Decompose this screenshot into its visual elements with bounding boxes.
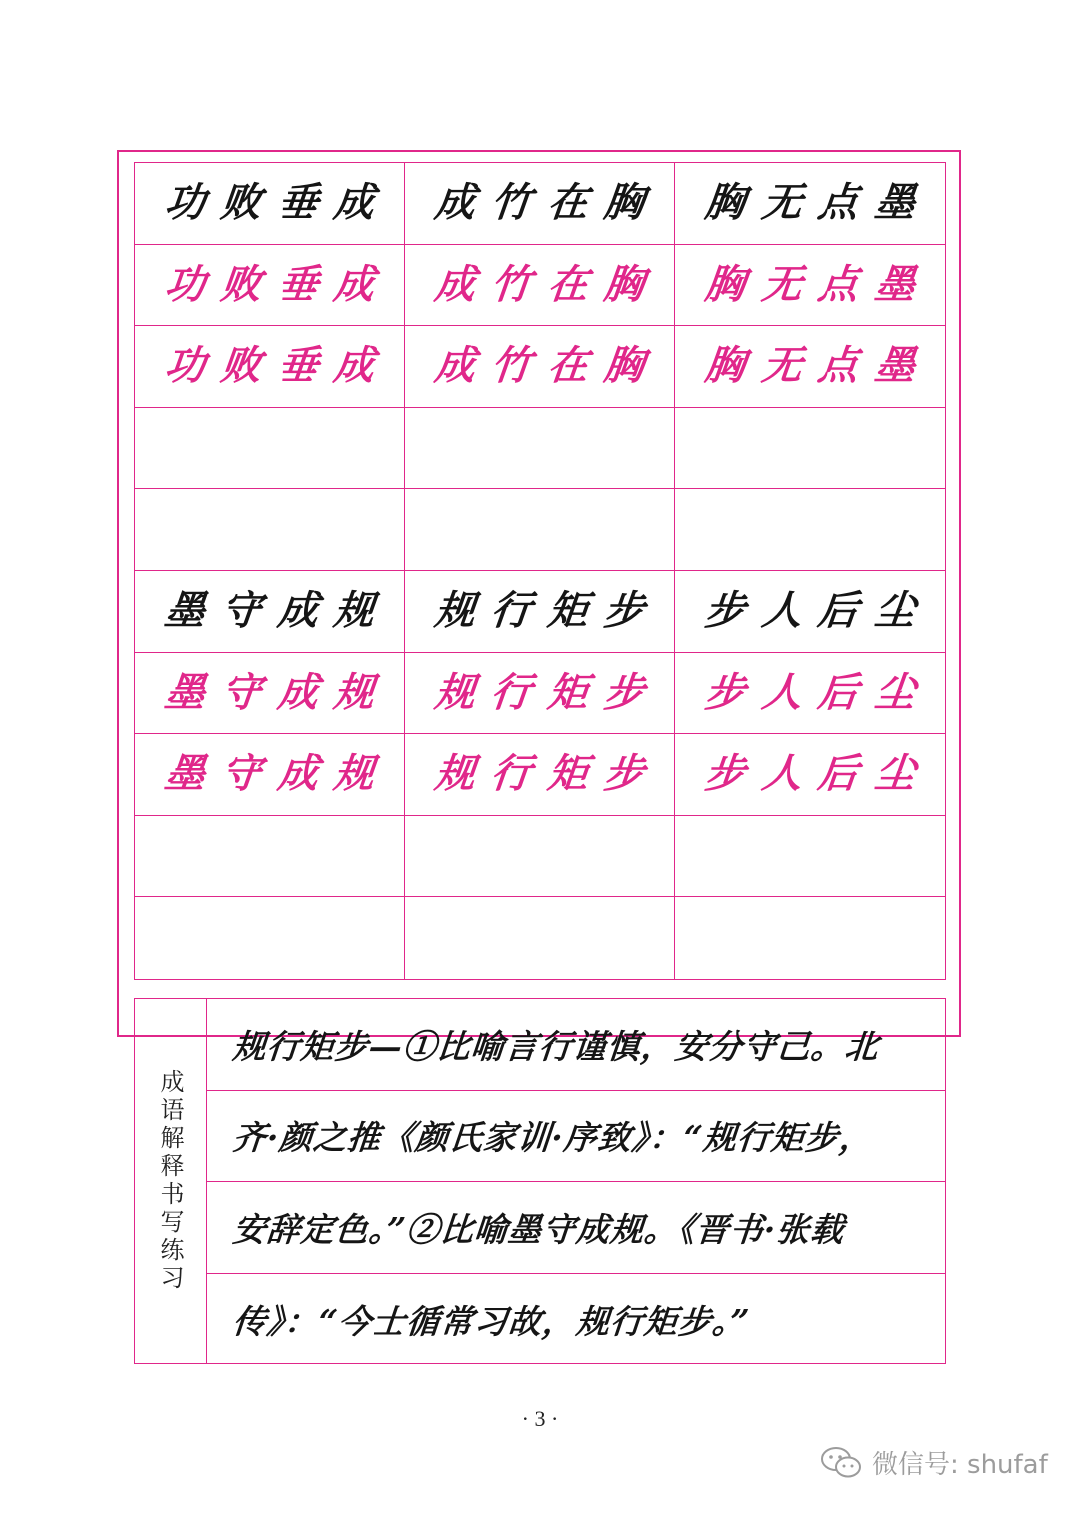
grid-cell (675, 408, 945, 490)
idiom-character: 竹 (488, 179, 534, 227)
idiom-character: 后 (815, 668, 861, 716)
idiom-character: 规 (332, 668, 377, 716)
idiom-character: 无 (759, 342, 805, 390)
idiom-characters (432, 342, 647, 390)
idiom-character: 步 (702, 750, 748, 798)
idiom-character: 步 (602, 587, 647, 635)
idiom-character: 点 (815, 179, 861, 227)
grid-cell (675, 571, 945, 653)
explanation-label (135, 999, 207, 1363)
idiom-characters (162, 260, 377, 308)
idiom-character: 垂 (275, 342, 321, 390)
grid-cell (405, 408, 675, 490)
idiom-characters (702, 179, 918, 227)
grid-cell (675, 734, 945, 816)
grid-cell (135, 163, 405, 245)
idiom-character: 规 (432, 668, 478, 716)
idiom-characters (162, 179, 377, 227)
grid-cell (675, 816, 945, 898)
idiom-character: 规 (432, 587, 478, 635)
explanation-line (207, 999, 945, 1091)
idiom-character: 功 (162, 342, 208, 390)
idiom-character: 规 (332, 750, 377, 798)
idiom-character: 功 (162, 179, 208, 227)
idiom-character: 成 (332, 260, 377, 308)
idiom-characters (702, 260, 918, 308)
idiom-character: 成 (332, 179, 377, 227)
idiom-character: 竹 (488, 342, 534, 390)
grid-cell (675, 897, 945, 979)
idiom-character: 步 (702, 668, 748, 716)
idiom-character: 墨 (872, 260, 918, 308)
grid-cell (135, 653, 405, 735)
idiom-character: 人 (759, 668, 805, 716)
idiom-character: 胸 (702, 342, 748, 390)
idiom-characters (432, 750, 647, 798)
idiom-character: 成 (275, 750, 321, 798)
explanation-line-text: 齐·颜之推《颜氏家训·序致》：“规行矩步， (231, 1118, 875, 1158)
watermark-text: 微信号: shufaf (872, 1450, 1048, 1480)
grid-cell (135, 897, 405, 979)
idiom-character: 无 (759, 179, 805, 227)
idiom-characters (702, 750, 918, 798)
idiom-character: 功 (162, 260, 208, 308)
idiom-character: 成 (332, 342, 377, 390)
idiom-character: 守 (218, 587, 264, 635)
idiom-character: 成 (432, 342, 478, 390)
grid-cell (405, 816, 675, 898)
idiom-character: 后 (815, 750, 861, 798)
idiom-character: 败 (218, 179, 264, 227)
idiom-character: 人 (759, 750, 805, 798)
grid-cell (135, 489, 405, 571)
idiom-explanation-box (134, 998, 946, 1364)
idiom-character: 墨 (872, 179, 918, 227)
grid-cell (405, 245, 675, 327)
idiom-character: 胸 (602, 260, 647, 308)
grid-cell (135, 245, 405, 327)
idiom-character: 胸 (602, 342, 647, 390)
idiom-character: 尘 (872, 668, 918, 716)
idiom-character: 竹 (488, 260, 534, 308)
grid-cell (675, 245, 945, 327)
grid-cell (675, 653, 945, 735)
grid-cell (405, 489, 675, 571)
idiom-characters (432, 587, 647, 635)
explanation-line (207, 1091, 945, 1183)
idiom-character: 墨 (162, 587, 208, 635)
idiom-character: 人 (759, 587, 805, 635)
grid-cell (135, 816, 405, 898)
explanation-line (207, 1274, 945, 1366)
idiom-character: 墨 (162, 750, 208, 798)
grid-cell (405, 653, 675, 735)
grid-cell (135, 326, 405, 408)
idiom-characters (162, 750, 377, 798)
idiom-character: 尘 (872, 750, 918, 798)
idiom-character: 行 (488, 668, 534, 716)
idiom-character: 墨 (162, 668, 208, 716)
idiom-character: 无 (759, 260, 805, 308)
idiom-characters (432, 179, 647, 227)
idiom-character: 成 (275, 668, 321, 716)
idiom-character: 垂 (275, 260, 321, 308)
idiom-character: 规 (332, 587, 377, 635)
idiom-character: 成 (432, 260, 478, 308)
explanation-line (207, 1182, 945, 1274)
idiom-character: 胸 (602, 179, 647, 227)
grid-cell (405, 571, 675, 653)
idiom-character: 胸 (702, 260, 748, 308)
grid-cell (675, 163, 945, 245)
idiom-character: 在 (545, 342, 591, 390)
idiom-characters (702, 668, 918, 716)
explanation-label-text: 成语解释书写练习 (156, 1069, 184, 1293)
idiom-character: 步 (602, 668, 647, 716)
grid-cell (675, 326, 945, 408)
grid-cell (135, 571, 405, 653)
idiom-characters (702, 587, 918, 635)
idiom-character: 败 (218, 342, 264, 390)
idiom-character: 尘 (872, 587, 918, 635)
idiom-character: 点 (815, 342, 861, 390)
idiom-characters (162, 342, 377, 390)
explanation-line-text: 传》：“今士循常习故，规行矩步。” (231, 1301, 752, 1341)
watermark (820, 1444, 1048, 1481)
explanation-line-text: 安辞定色。”②比喻墨守成规。《晋书·张载 (231, 1209, 847, 1249)
idiom-character: 在 (545, 260, 591, 308)
idiom-character: 胸 (702, 179, 748, 227)
idiom-character: 守 (218, 750, 264, 798)
idiom-character: 步 (702, 587, 748, 635)
idiom-character: 败 (218, 260, 264, 308)
idiom-character: 成 (275, 587, 321, 635)
grid-cell (405, 734, 675, 816)
idiom-character: 在 (545, 179, 591, 227)
page-number: · 3 · (521, 1406, 559, 1431)
idiom-character: 矩 (545, 750, 591, 798)
idiom-characters (702, 342, 918, 390)
explanation-lines (207, 999, 945, 1363)
grid-cell (405, 326, 675, 408)
idiom-characters (432, 668, 647, 716)
idiom-characters (162, 587, 377, 635)
grid-cell (405, 163, 675, 245)
idiom-character: 点 (815, 260, 861, 308)
grid-cell (135, 734, 405, 816)
idiom-character: 规 (432, 750, 478, 798)
grid-cell (135, 408, 405, 490)
practice-grid (134, 162, 946, 980)
wechat-icon (820, 1446, 862, 1480)
grid-cell (405, 897, 675, 979)
idiom-character: 矩 (545, 668, 591, 716)
idiom-character: 矩 (545, 587, 591, 635)
idiom-character: 成 (432, 179, 478, 227)
idiom-characters (162, 668, 377, 716)
idiom-character: 行 (488, 587, 534, 635)
idiom-characters (432, 260, 647, 308)
grid-cell (675, 489, 945, 571)
explanation-line-text: 规行矩步—①比喻言行谨慎，安分守己。北 (231, 1026, 881, 1066)
idiom-character: 步 (602, 750, 647, 798)
idiom-character: 垂 (275, 179, 321, 227)
idiom-character: 行 (488, 750, 534, 798)
idiom-character: 守 (218, 668, 264, 716)
idiom-character: 墨 (872, 342, 918, 390)
idiom-character: 后 (815, 587, 861, 635)
